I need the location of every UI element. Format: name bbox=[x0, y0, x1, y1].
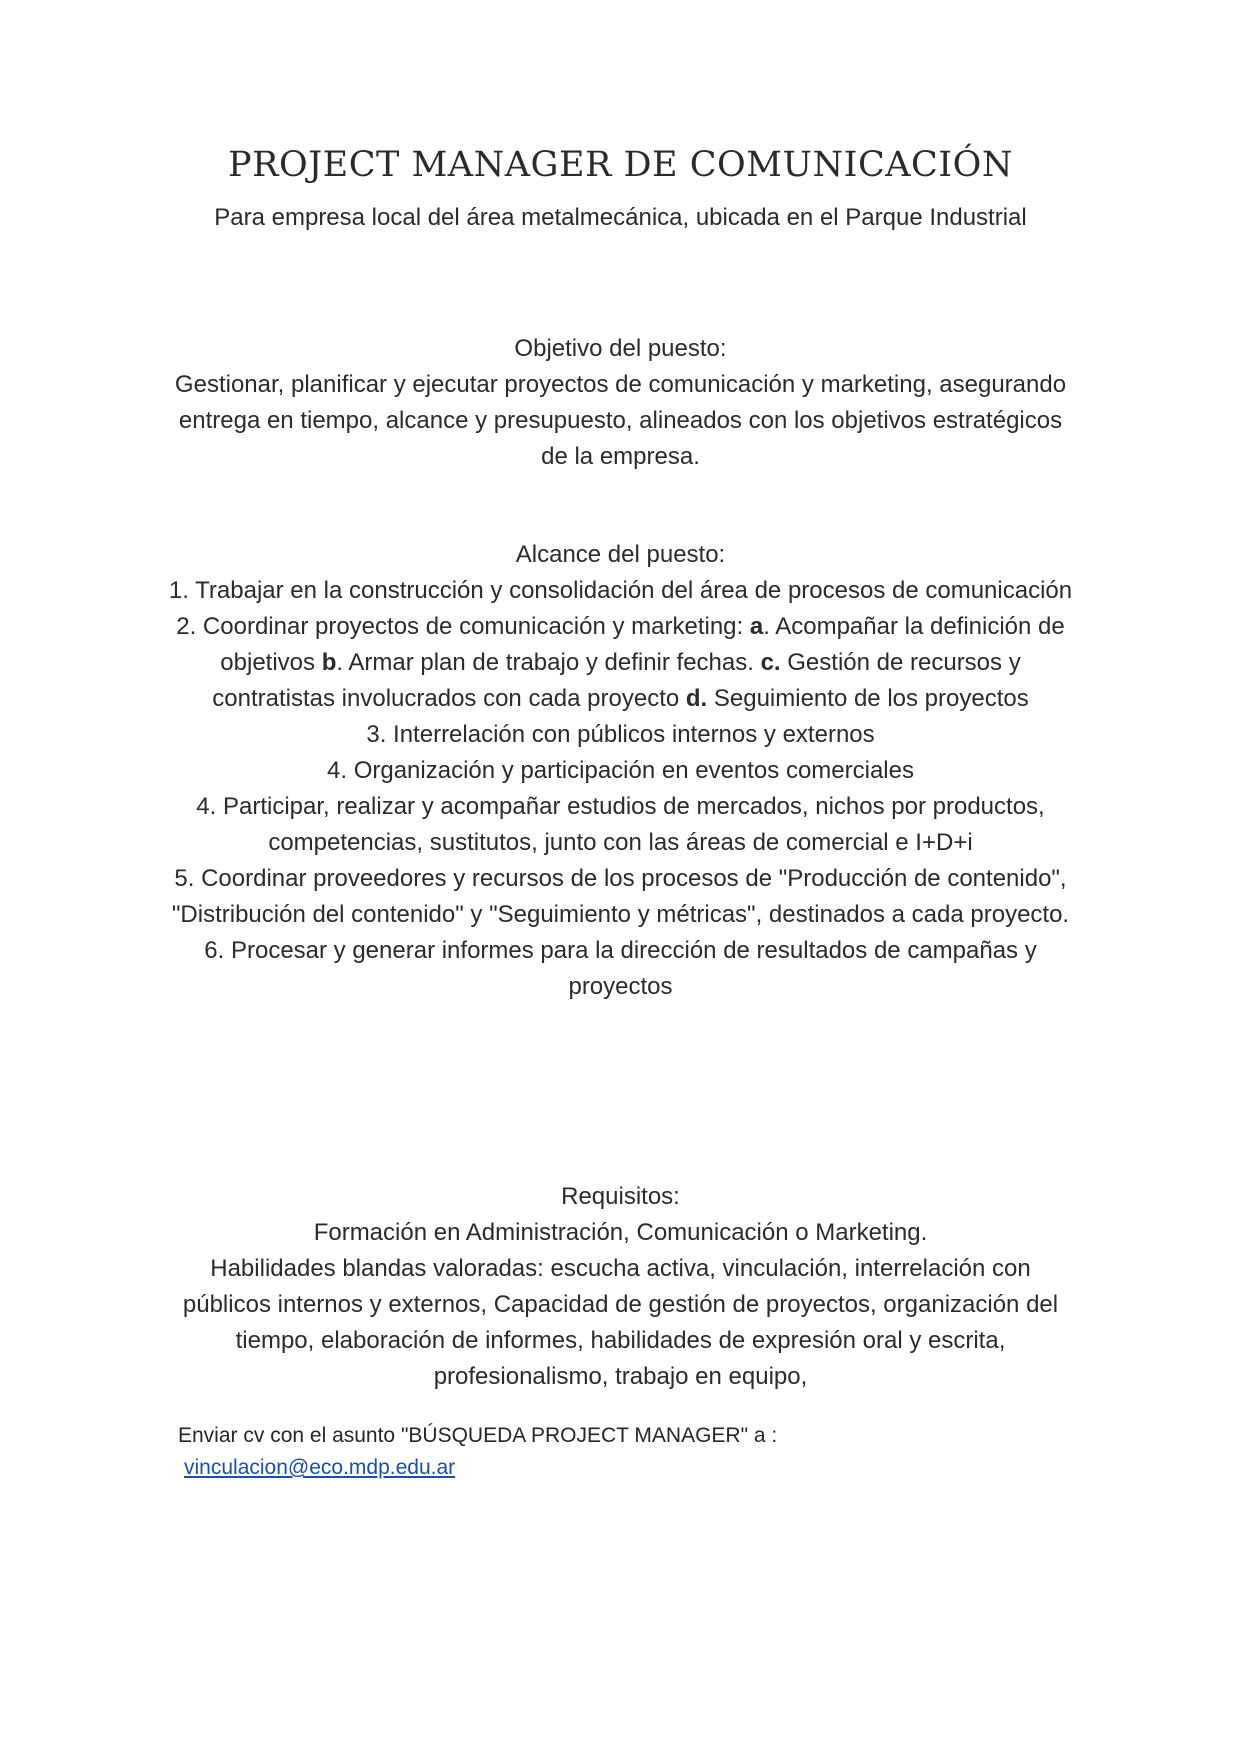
requirements-skills: Habilidades blandas valoradas: escucha activa, vinculación, interrelación con públicos internos y externos, Capacidad de gestión de proyectos, organización del tiempo, elaboración de informes, habilidades de expresión oral y escrita, profesionalismo, trabajo en equipo, bbox=[182, 1255, 1059, 1390]
objective-heading: Objetivo del puesto: bbox=[514, 335, 727, 362]
subtitle-text: Para empresa local del área metalmecánica, ubicada en el Parque Industrial bbox=[214, 204, 1027, 231]
scope-item-3: 3. Interrelación con públicos internos y externos bbox=[366, 721, 875, 748]
scope-heading: Alcance del puesto: bbox=[515, 541, 726, 568]
scope-item-2-c-text: Gestión de recursos y contratistas involucrados con cada proyecto bbox=[212, 649, 1021, 712]
scope-item-2-a-text: . Acompañar la definición de objetivos bbox=[220, 613, 1065, 676]
scope-item-4b: 4. Participar, realizar y acompañar estudios de mercados, nichos por productos, competencias, sustitutos, junto con las áreas de comercial e I+D+i bbox=[196, 793, 1045, 856]
scope-item-2 bbox=[168, 609, 1073, 717]
contact-instruction: Enviar cv con el asunto "BÚSQUEDA PROJECT MANAGER" a : bbox=[178, 1424, 778, 1447]
scope-item-2-d-label: d. bbox=[685, 685, 708, 712]
scope-item-2-b-label: b bbox=[321, 649, 337, 676]
contact-footer bbox=[178, 1420, 978, 1484]
scope-item-1: 1. Trabajar en la construcción y consolidación del área de procesos de comunicación bbox=[168, 577, 1073, 604]
requirements-heading: Requisitos: bbox=[561, 1183, 680, 1210]
contact-email-link[interactable]: vinculacion@eco.mdp.edu.ar bbox=[184, 1456, 456, 1479]
requirements-section bbox=[168, 1179, 1073, 1395]
objective-text: Gestionar, planificar y ejecutar proyectos de comunicación y marketing, asegurando entrega en tiempo, alcance y presupuesto, alineados con los objetivos estratégicos de la empresa. bbox=[174, 371, 1067, 470]
objective-section bbox=[168, 331, 1073, 475]
scope-item-2-intro: 2. Coordinar proyectos de comunicación y marketing: bbox=[176, 613, 750, 640]
scope-item-6: 6. Procesar y generar informes para la dirección de resultados de campañas y proyectos bbox=[204, 937, 1037, 1000]
scope-item-2-c-label: c. bbox=[760, 649, 781, 676]
scope-section bbox=[168, 537, 1073, 1005]
page-title: PROJECT MANAGER DE COMUNICACIÓN bbox=[228, 145, 1013, 185]
scope-item-5: 5. Coordinar proveedores y recursos de los procesos de "Producción de contenido", "Distribución del contenido" y "Seguimiento y métricas", destinados a cada proyecto. bbox=[171, 865, 1070, 928]
scope-item-2-b-text: . Armar plan de trabajo y definir fechas. bbox=[336, 649, 761, 676]
requirements-education: Formación en Administración, Comunicación o Marketing. bbox=[313, 1219, 928, 1246]
scope-item-2-d-text: Seguimiento de los proyectos bbox=[707, 685, 1029, 712]
scope-item-2-a-label: a bbox=[749, 613, 764, 640]
subtitle bbox=[168, 200, 1073, 236]
scope-item-4a: 4. Organización y participación en eventos comerciales bbox=[327, 757, 914, 784]
